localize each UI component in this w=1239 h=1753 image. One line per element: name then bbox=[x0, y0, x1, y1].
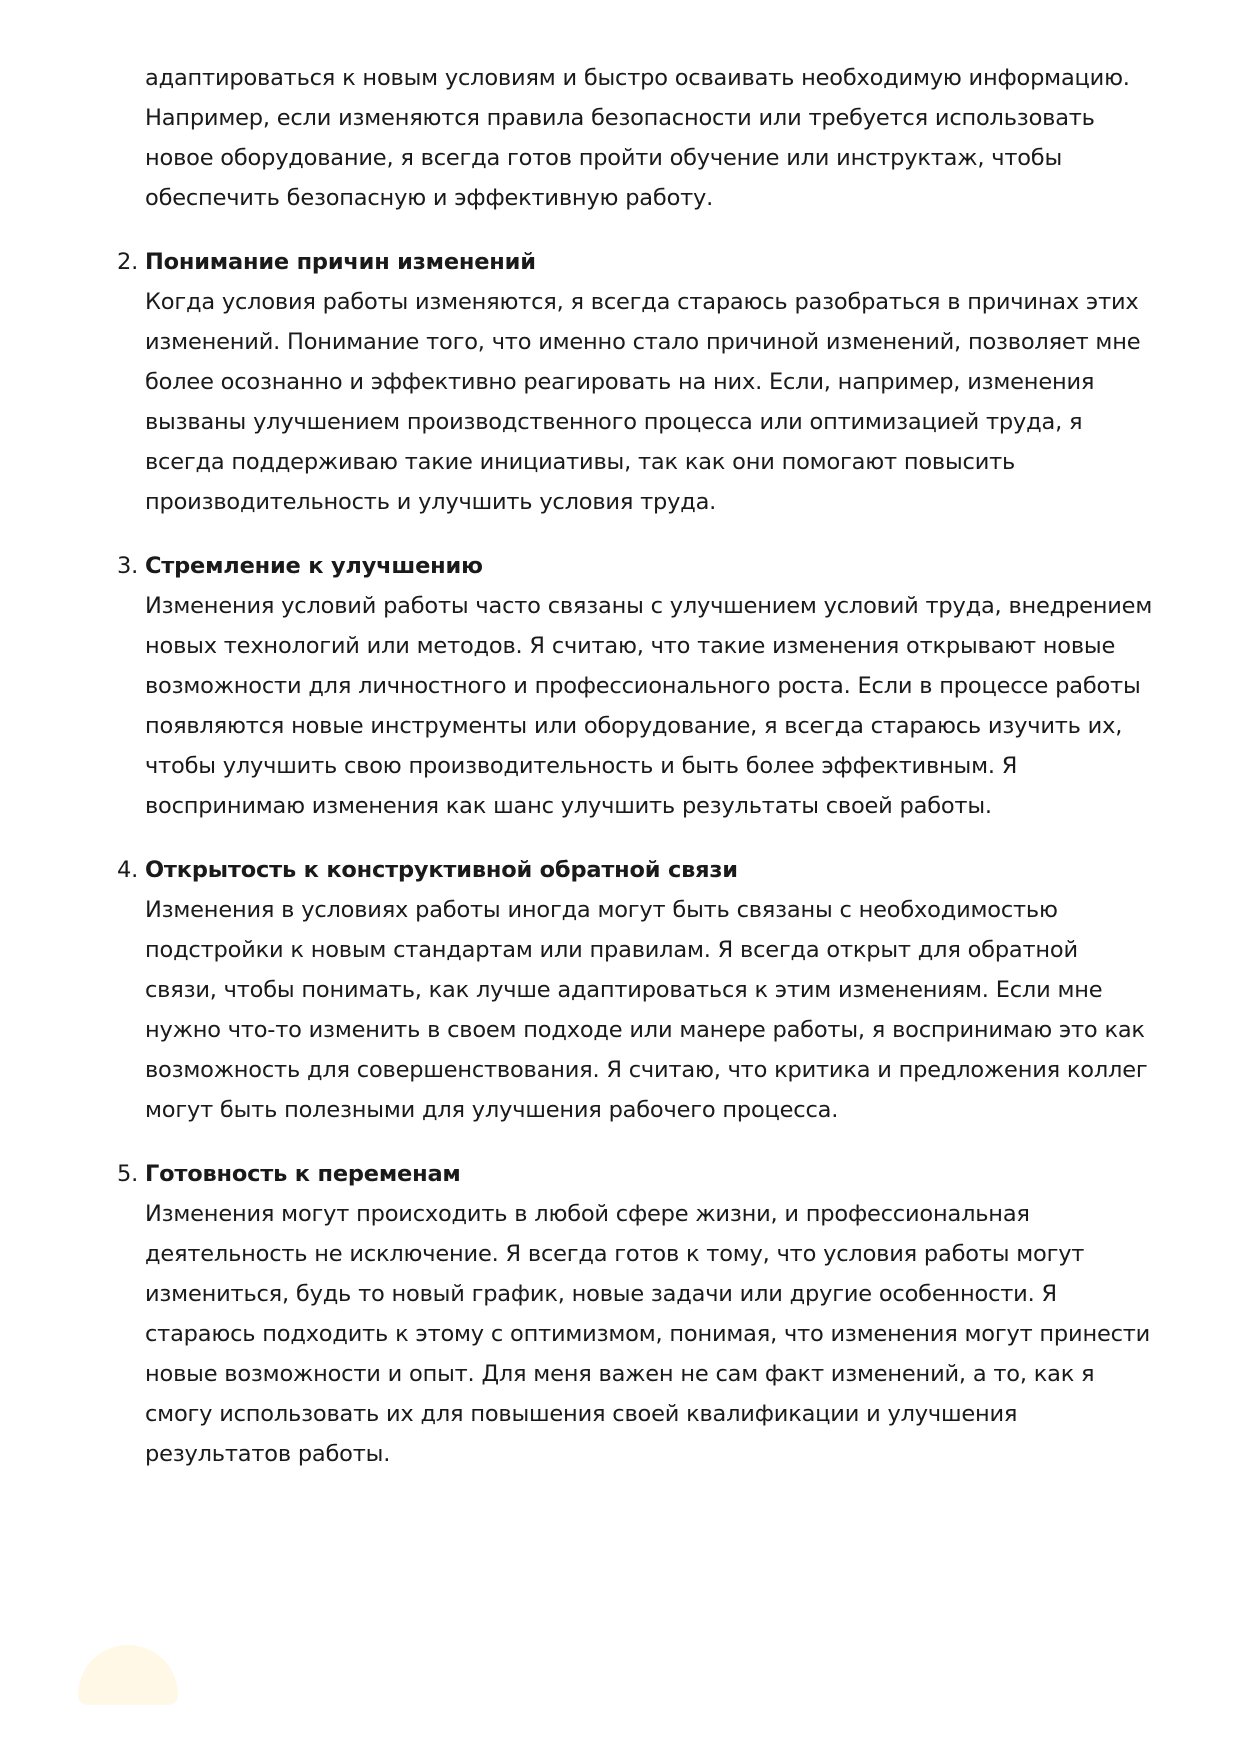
intro-continuation-paragraph: адаптироваться к новым условиям и быстро осваивать необходимую информацию. Например, если изменяются правила безопасности или требуется использовать новое оборудование, я всегда готов пройти обучение или инструктаж, чтобы обеспечить безопасную и эффективную работу. bbox=[145, 65, 1130, 211]
list-item bbox=[117, 1154, 1155, 1474]
list-item bbox=[117, 850, 1155, 1130]
decorative-shape bbox=[78, 1645, 178, 1705]
list-item bbox=[117, 242, 1155, 522]
list-item-text: Изменения условий работы часто связаны с улучшением условий труда, внедрением новых технологий или методов. Я считаю, что такие изменения открывают новые возможности для личностного и профессионального роста. Если в процессе работы появляются новые инструменты или оборудование, я всегда стараюсь изучить их, чтобы улучшить свою производительность и быть более эффективным. Я воспринимаю изменения как шанс улучшить результаты своей работы. bbox=[145, 593, 1153, 819]
list-item-title: Готовность к переменам bbox=[145, 1161, 461, 1187]
list-item-text: Изменения могут происходить в любой сфере жизни, и профессиональная деятельность не исключение. Я всегда готов к тому, что условия работы могут измениться, будь то новый график, новые задачи или другие особенности. Я стараюсь подходить к этому с оптимизмом, понимая, что изменения могут принести новые возможности и опыт. Для меня важен не сам факт изменений, а то, как я смогу использовать их для повышения своей квалификации и улучшения результатов работы. bbox=[145, 1201, 1151, 1467]
list-item-text: Изменения в условиях работы иногда могут быть связаны с необходимостью подстройки к новым стандартам или правилам. Я всегда открыт для обратной связи, чтобы понимать, как лучше адаптироваться к этим изменениям. Если мне нужно что-то изменить в своем подходе или манере работы, я воспринимаю это как возможность для совершенствования. Я считаю, что критика и предложения коллег могут быть полезными для улучшения рабочего процесса. bbox=[145, 897, 1148, 1123]
list-item bbox=[117, 546, 1155, 826]
list-item-text: Когда условия работы изменяются, я всегда стараюсь разобраться в причинах этих изменений. Понимание того, что именно стало причиной изменений, позволяет мне более осознанно и эффективно реагировать на них. Если, например, изменения вызваны улучшением производственного процесса или оптимизацией труда, я всегда поддерживаю такие инициативы, так как они помогают повысить производительность и улучшить условия труда. bbox=[145, 289, 1141, 515]
list-item-number: 3. bbox=[117, 553, 139, 579]
list-item-title: Стремление к улучшению bbox=[145, 553, 483, 579]
list-item-number: 5. bbox=[117, 1161, 139, 1187]
list-item-number: 4. bbox=[117, 857, 139, 883]
list-item-title: Открытость к конструктивной обратной связи bbox=[145, 857, 738, 883]
document-body bbox=[117, 58, 1155, 1474]
list-item-number: 2. bbox=[117, 249, 139, 275]
list-item-title: Понимание причин изменений bbox=[145, 249, 536, 275]
